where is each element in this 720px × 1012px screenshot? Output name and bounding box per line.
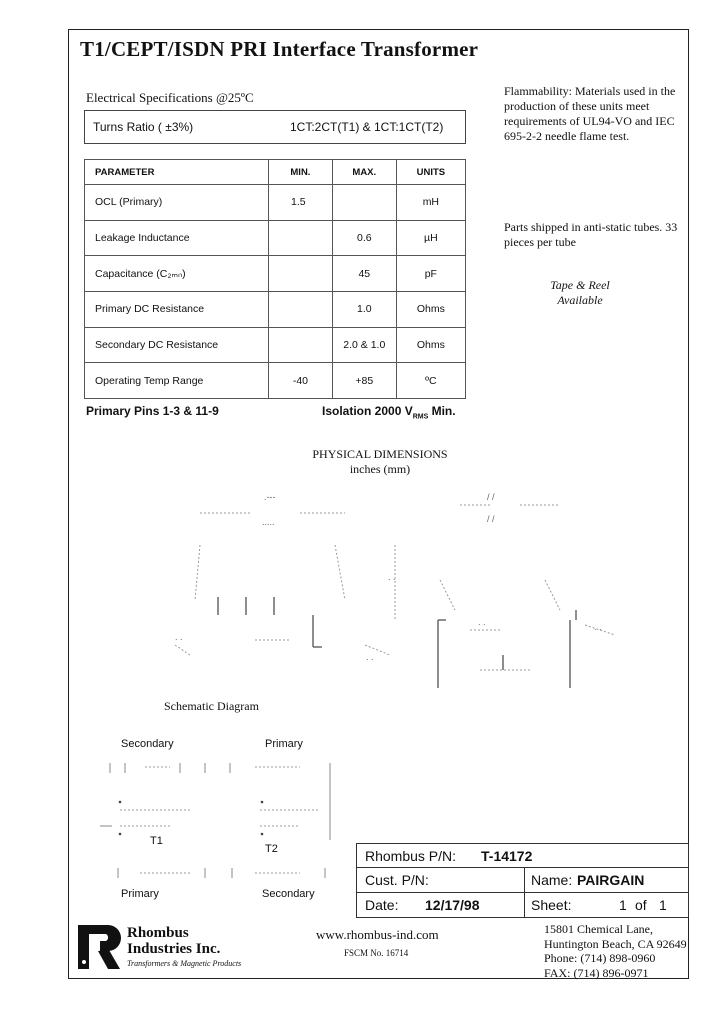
schematic-title: Schematic Diagram — [164, 699, 259, 713]
header-parameter: PARAMETER — [85, 160, 269, 185]
primary-pins-note: Primary Pins 1-3 & 11-9 — [86, 404, 219, 418]
cust-label: Cust. P/N: — [365, 872, 429, 888]
units-cell: ºC — [396, 363, 465, 399]
sheet-total: 1 — [659, 897, 667, 913]
max-cell: 0.6 — [332, 220, 396, 256]
min-cell: -40 — [269, 363, 333, 399]
name-label: Name: — [531, 872, 573, 888]
isolation-sub: RMS — [412, 413, 429, 421]
param-cell: Secondary DC Resistance — [85, 327, 269, 363]
max-cell: 2.0 & 1.0 — [332, 327, 396, 363]
phone-line: Phone: (714) 898-0960 — [544, 951, 656, 965]
tape-reel-line1: Tape & Reel — [550, 278, 610, 292]
param-cell: Operating Temp Range — [85, 363, 269, 399]
svg-text:.....: ..... — [262, 517, 275, 527]
rhombus-logo-icon — [78, 922, 124, 970]
header-min: MIN. — [269, 160, 333, 185]
fscm-number: FSCM No. 16714 — [344, 948, 409, 958]
units-cell: mH — [396, 185, 465, 221]
svg-text:/ /: / / — [487, 514, 495, 524]
turns-ratio-label: Turns Ratio ( ±3%) — [93, 120, 194, 134]
info-row-date — [356, 893, 689, 918]
schematic-top-left: Secondary — [121, 738, 174, 750]
svg-text:. .: . . — [478, 617, 486, 627]
schematic-bottom-left: Primary — [121, 888, 159, 900]
address-line: Huntington Beach, CA 92649 — [544, 936, 687, 951]
svg-text:. .: . . — [366, 652, 374, 662]
info-row-pn — [356, 843, 689, 868]
schematic-bottom-right: Secondary — [262, 888, 315, 900]
sheet-value: 1 — [619, 897, 627, 913]
tape-reel-line2: Available — [557, 293, 603, 307]
max-cell: 1.0 — [332, 291, 396, 327]
param-cell: OCL (Primary) — [85, 185, 269, 221]
param-cell: Primary DC Resistance — [85, 291, 269, 327]
schematic-t2: T2 — [265, 843, 278, 855]
svg-text:. .: . . — [594, 622, 602, 632]
header-max: MAX. — [332, 160, 396, 185]
isolation-suffix: Min. — [428, 404, 456, 418]
turns-ratio-value: 1CT:2CT(T1) & 1CT:1CT(T2) — [290, 120, 444, 134]
page-title: T1/CEPT/ISDN PRI Interface Transformer — [80, 37, 479, 61]
units-cell: pF — [396, 256, 465, 292]
svg-text:. .: . . — [388, 572, 396, 582]
header-units: UNITS — [396, 160, 465, 185]
physical-units: inches (mm) — [349, 462, 411, 476]
svg-text:/ /: / / — [487, 492, 495, 502]
param-cell: Leakage Inductance — [85, 220, 269, 256]
flammability-note: Flammability: Materials used in the production of these units meet requirements of UL94-VO and IEC 695-2-2 needle flame test. — [504, 84, 676, 143]
date-value: 12/17/98 — [425, 897, 480, 913]
sheet-of: of — [635, 897, 647, 913]
spec-heading: Electrical Specifications @25ºC — [86, 90, 254, 105]
pn-label: Rhombus P/N: — [365, 848, 457, 864]
pn-value: T-14172 — [481, 848, 533, 864]
max-cell: 45 — [332, 256, 396, 292]
units-cell: µH — [396, 220, 465, 256]
shipping-note: Parts shipped in anti-static tubes. 33 pieces per tube — [504, 220, 678, 249]
company-address — [544, 922, 687, 980]
company-name — [127, 925, 220, 957]
isolation-prefix: Isolation 2000 V — [322, 404, 413, 418]
info-row-cust — [356, 868, 689, 893]
schematic-t1: T1 — [150, 835, 163, 847]
sheet-label: Sheet: — [531, 897, 572, 913]
physical-title: PHYSICAL DIMENSIONS — [312, 447, 448, 461]
min-cell: 1.5 — [269, 185, 333, 221]
company-website[interactable]: www.rhombus-ind.com — [316, 927, 439, 942]
address-line: 15801 Chemical Lane, — [544, 922, 653, 936]
company-tagline: Transformers & Magnetic Products — [127, 959, 242, 968]
max-cell: +85 — [332, 363, 396, 399]
param-cell: Capacitance (C₂ₘₙ) — [85, 256, 269, 292]
schematic-top-right: Primary — [265, 738, 303, 750]
units-cell: Ohms — [396, 327, 465, 363]
company-name-line2: Industries Inc. — [127, 941, 221, 957]
date-label: Date: — [365, 897, 399, 913]
svg-text:. .: . . — [175, 632, 183, 642]
company-name-line1: Rhombus — [127, 925, 189, 941]
part-info-block — [356, 843, 689, 918]
units-cell: Ohms — [396, 291, 465, 327]
name-value: PAIRGAIN — [577, 872, 645, 888]
fax-line: FAX: (714) 896-0971 — [544, 965, 649, 980]
svg-text:.---: .--- — [264, 492, 276, 502]
